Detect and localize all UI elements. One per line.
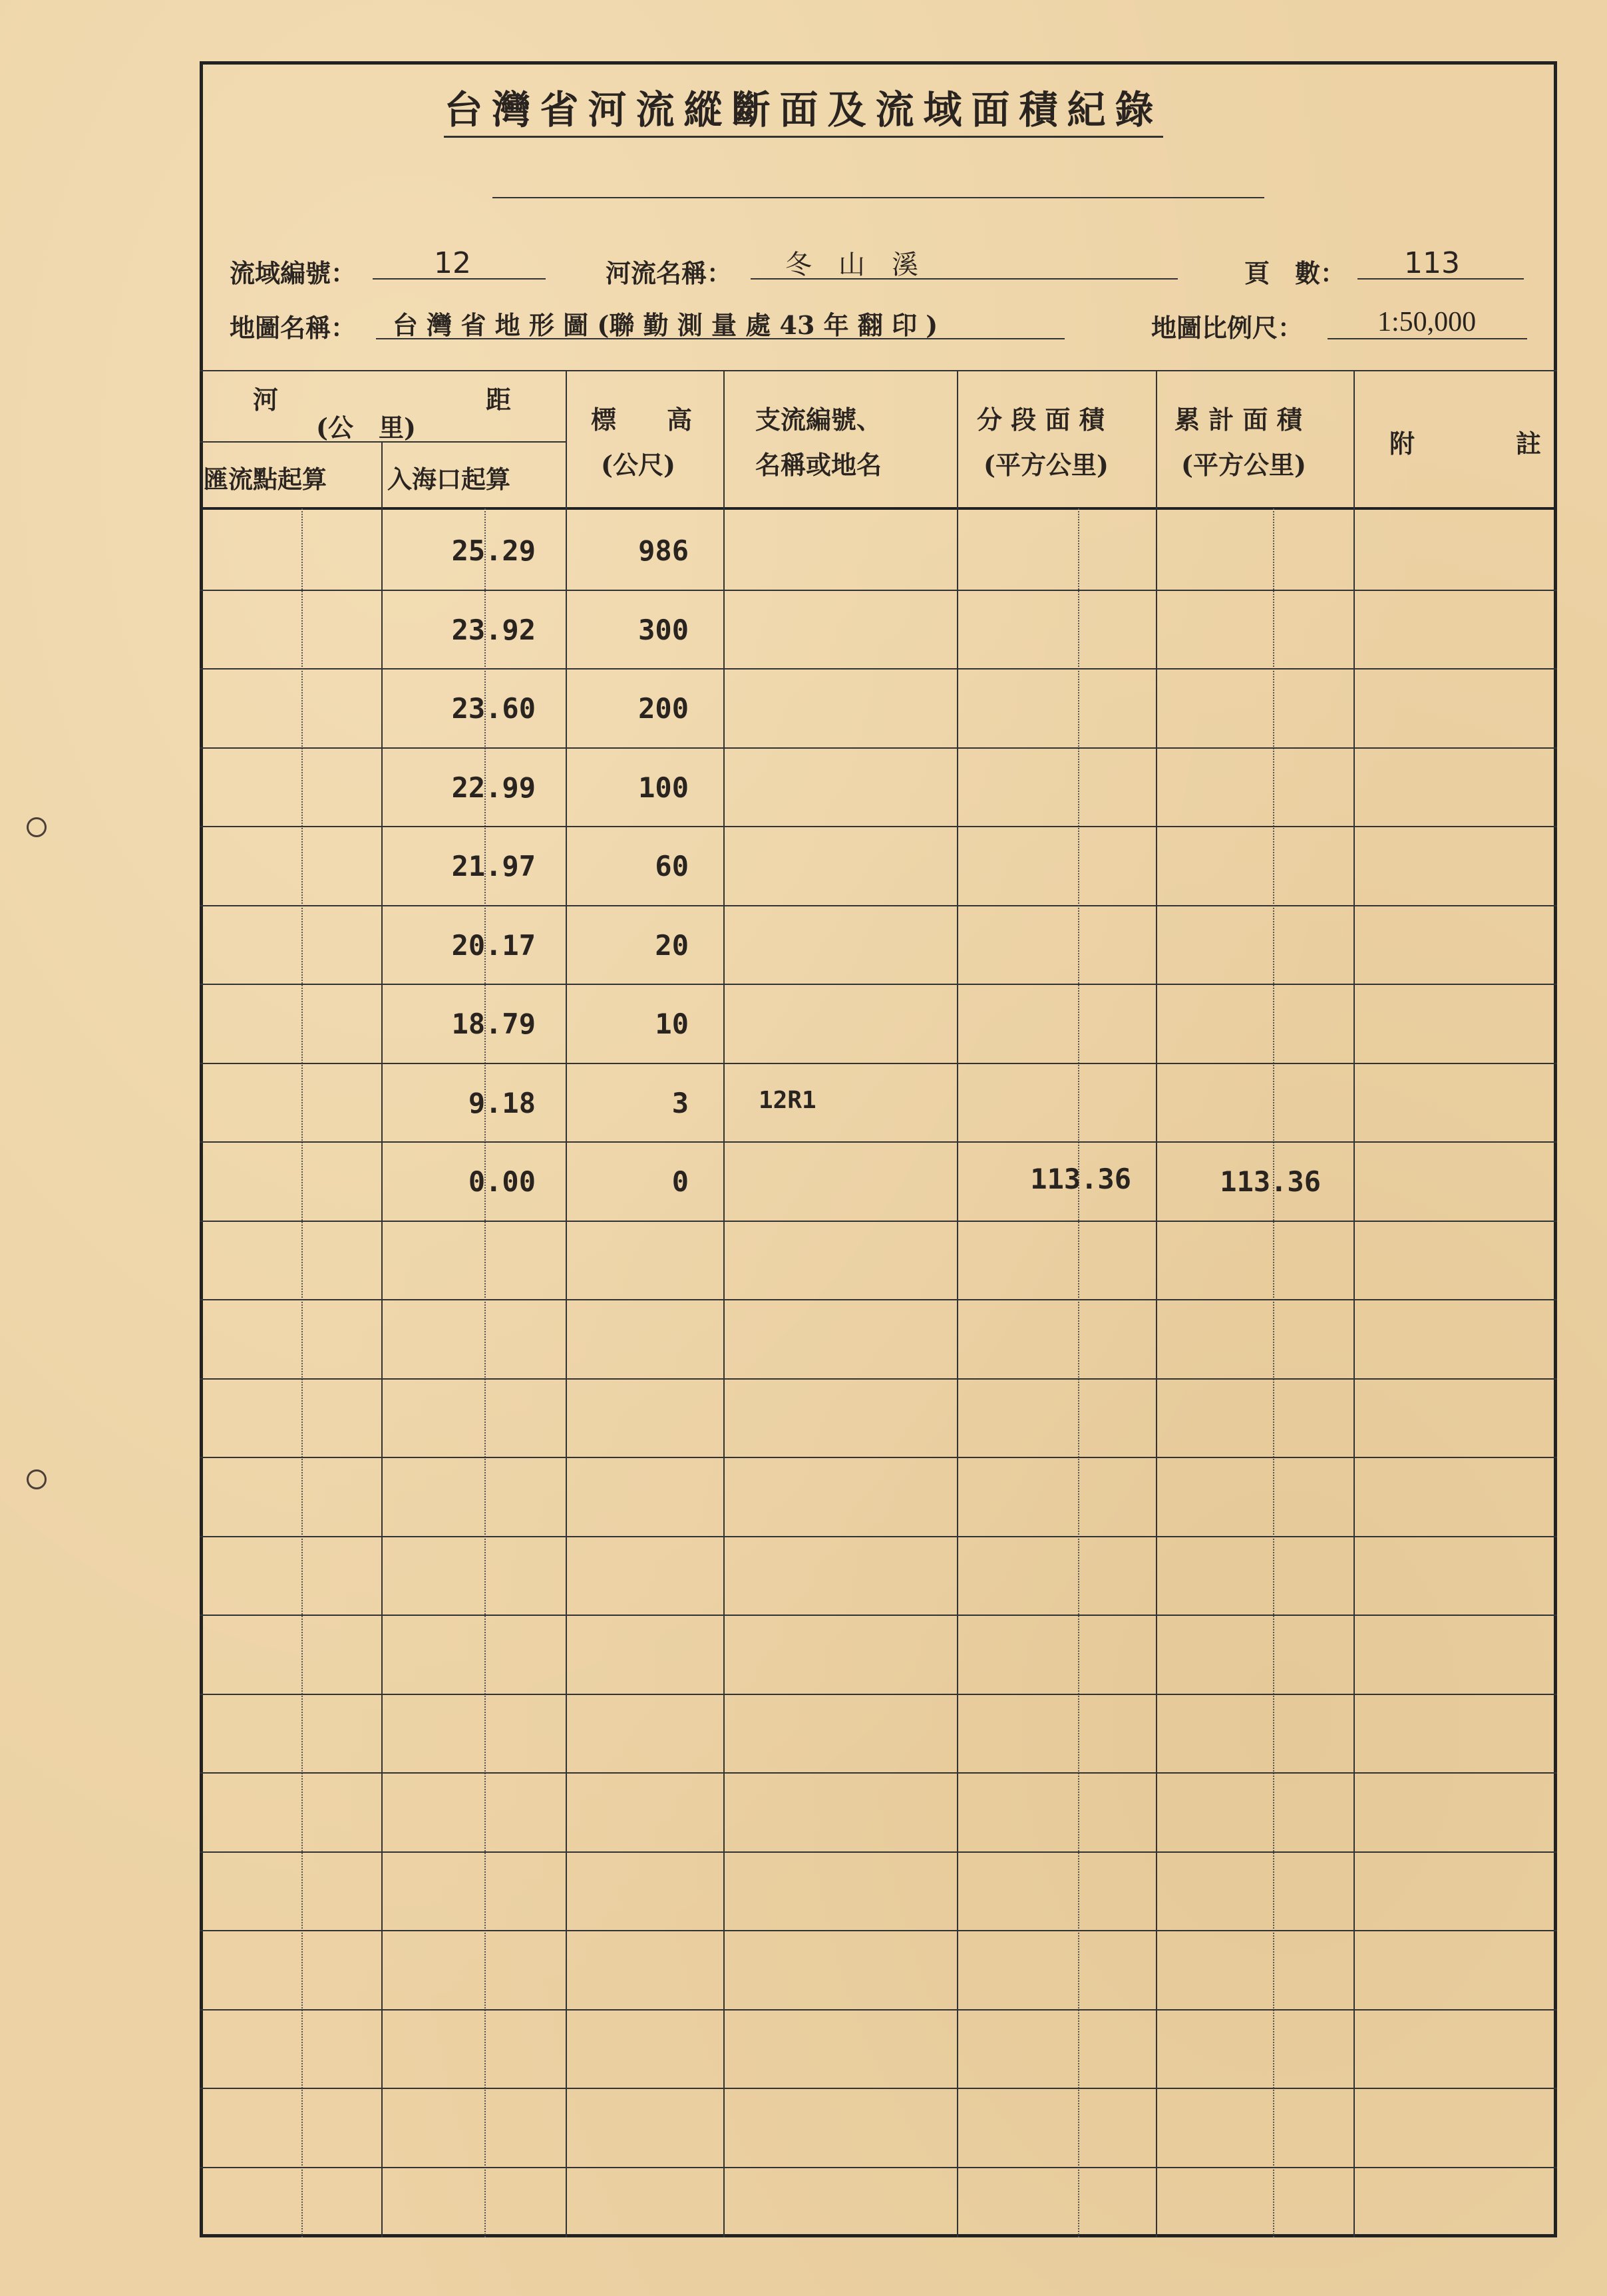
row-line (200, 2167, 1557, 2168)
scale-label: 地圖比例尺： (1151, 313, 1304, 343)
col-header-from-mouth: 入海口起算 (387, 465, 510, 494)
col-header-distance-right: 距 (486, 385, 512, 415)
col-header-segment-area: 分 段 面 積 (977, 405, 1105, 435)
distance-from-mouth-cell: 20.17 (451, 928, 536, 962)
elevation-cell: 10 (655, 1008, 689, 1040)
map-name-label: 地圖名稱： (230, 313, 357, 343)
col-header-from-confluence: 匯流點起算 (204, 465, 327, 494)
map-name-value: 台 灣 省 地 形 圖 (聯 勤 測 量 處 43 年 翻 印 ) (393, 310, 938, 340)
col-divider-3 (723, 370, 725, 2237)
form-title (0, 79, 1607, 138)
distance-from-mouth-cell: 21.97 (451, 850, 536, 882)
row-line (200, 984, 1557, 985)
elevation-cell: 200 (638, 692, 689, 725)
col-header-tributary-2: 名稱或地名 (755, 450, 882, 480)
col-header-tributary-1: 支流編號、 (755, 405, 882, 435)
col-header-segment-area-unit: (平方公里) (983, 450, 1109, 480)
map-name-underline (376, 338, 1065, 339)
decimal-guide-2 (484, 508, 486, 2237)
binder-hole-top (27, 817, 47, 837)
distance-from-mouth-cell: 0.00 (468, 1165, 536, 1198)
row-line (200, 2088, 1557, 2089)
col-header-elevation-unit: (公尺) (601, 450, 675, 480)
col-header-cumulative-area-unit: (平方公里) (1181, 450, 1306, 480)
page-no-underline (1357, 278, 1524, 280)
tributary-cell: 12R1 (759, 1086, 816, 1114)
cumulative-area-cell: 113.36 (1220, 1165, 1321, 1198)
col-divider-1 (381, 441, 383, 2237)
row-line (200, 1694, 1557, 1695)
elevation-cell: 3 (671, 1086, 689, 1119)
decimal-guide-1 (301, 508, 303, 2237)
row-line (200, 747, 1557, 749)
decimal-guide-4 (1273, 508, 1274, 2237)
elevation-cell: 60 (655, 850, 689, 882)
elevation-cell: 0 (671, 1165, 689, 1198)
row-line (200, 2009, 1557, 2010)
river-name-value: 冬 山 溪 (785, 250, 918, 280)
basin-no-underline (373, 278, 546, 280)
row-line (200, 1772, 1557, 1774)
row-line (200, 668, 1557, 670)
form-title-text: 台灣省河流縱斷面及流域面積紀錄 (444, 79, 1162, 138)
row-line (200, 826, 1557, 827)
row-line (200, 1457, 1557, 1458)
col-divider-4 (957, 370, 958, 2237)
basin-no-value: 12 (434, 246, 471, 280)
distance-from-mouth-cell: 25.29 (451, 534, 536, 567)
row-line (200, 905, 1557, 906)
row-line (200, 1063, 1557, 1064)
col-header-distance-unit: (公 里) (316, 413, 416, 443)
col-divider-2 (566, 370, 567, 2237)
river-name-label: 河流名稱： (606, 258, 733, 288)
title-underline (492, 197, 1264, 198)
col-divider-5 (1156, 370, 1157, 2237)
decimal-guide-3 (1078, 508, 1079, 2237)
page-label: 頁 數： (1244, 258, 1346, 288)
scale-value: 1:50,000 (1377, 307, 1477, 337)
col-divider-6 (1353, 370, 1355, 2237)
row-line (200, 1378, 1557, 1380)
scale-underline (1328, 338, 1527, 339)
basin-no-label: 流域編號： (230, 258, 357, 288)
elevation-cell: 20 (655, 928, 689, 962)
col-header-elevation: 標 高 (591, 405, 693, 435)
col-header-distance-left: 河 (253, 385, 279, 415)
col-header-cumulative-area: 累 計 面 積 (1174, 405, 1302, 435)
row-line (200, 1299, 1557, 1300)
distance-from-mouth-cell: 18.79 (451, 1008, 536, 1040)
binder-hole-bottom (27, 1469, 47, 1489)
distance-from-mouth-cell: 22.99 (451, 771, 536, 804)
row-line (200, 1221, 1557, 1222)
col-header-remarks: 附 註 (1389, 429, 1542, 459)
elevation-cell: 300 (638, 613, 689, 646)
elevation-cell: 100 (638, 771, 689, 804)
row-line (200, 1930, 1557, 1931)
page-no-value: 113 (1404, 246, 1460, 280)
row-line (200, 1615, 1557, 1616)
row-line (200, 1536, 1557, 1537)
row-line (200, 1851, 1557, 1853)
segment-area-cell: 113.36 (1030, 1163, 1131, 1195)
row-line (200, 1141, 1557, 1143)
elevation-cell: 986 (638, 534, 689, 567)
distance-from-mouth-cell: 23.60 (451, 692, 536, 725)
distance-from-mouth-cell: 23.92 (451, 613, 536, 646)
river-name-underline (751, 278, 1178, 280)
distance-from-mouth-cell: 9.18 (468, 1086, 536, 1119)
row-line (200, 590, 1557, 591)
